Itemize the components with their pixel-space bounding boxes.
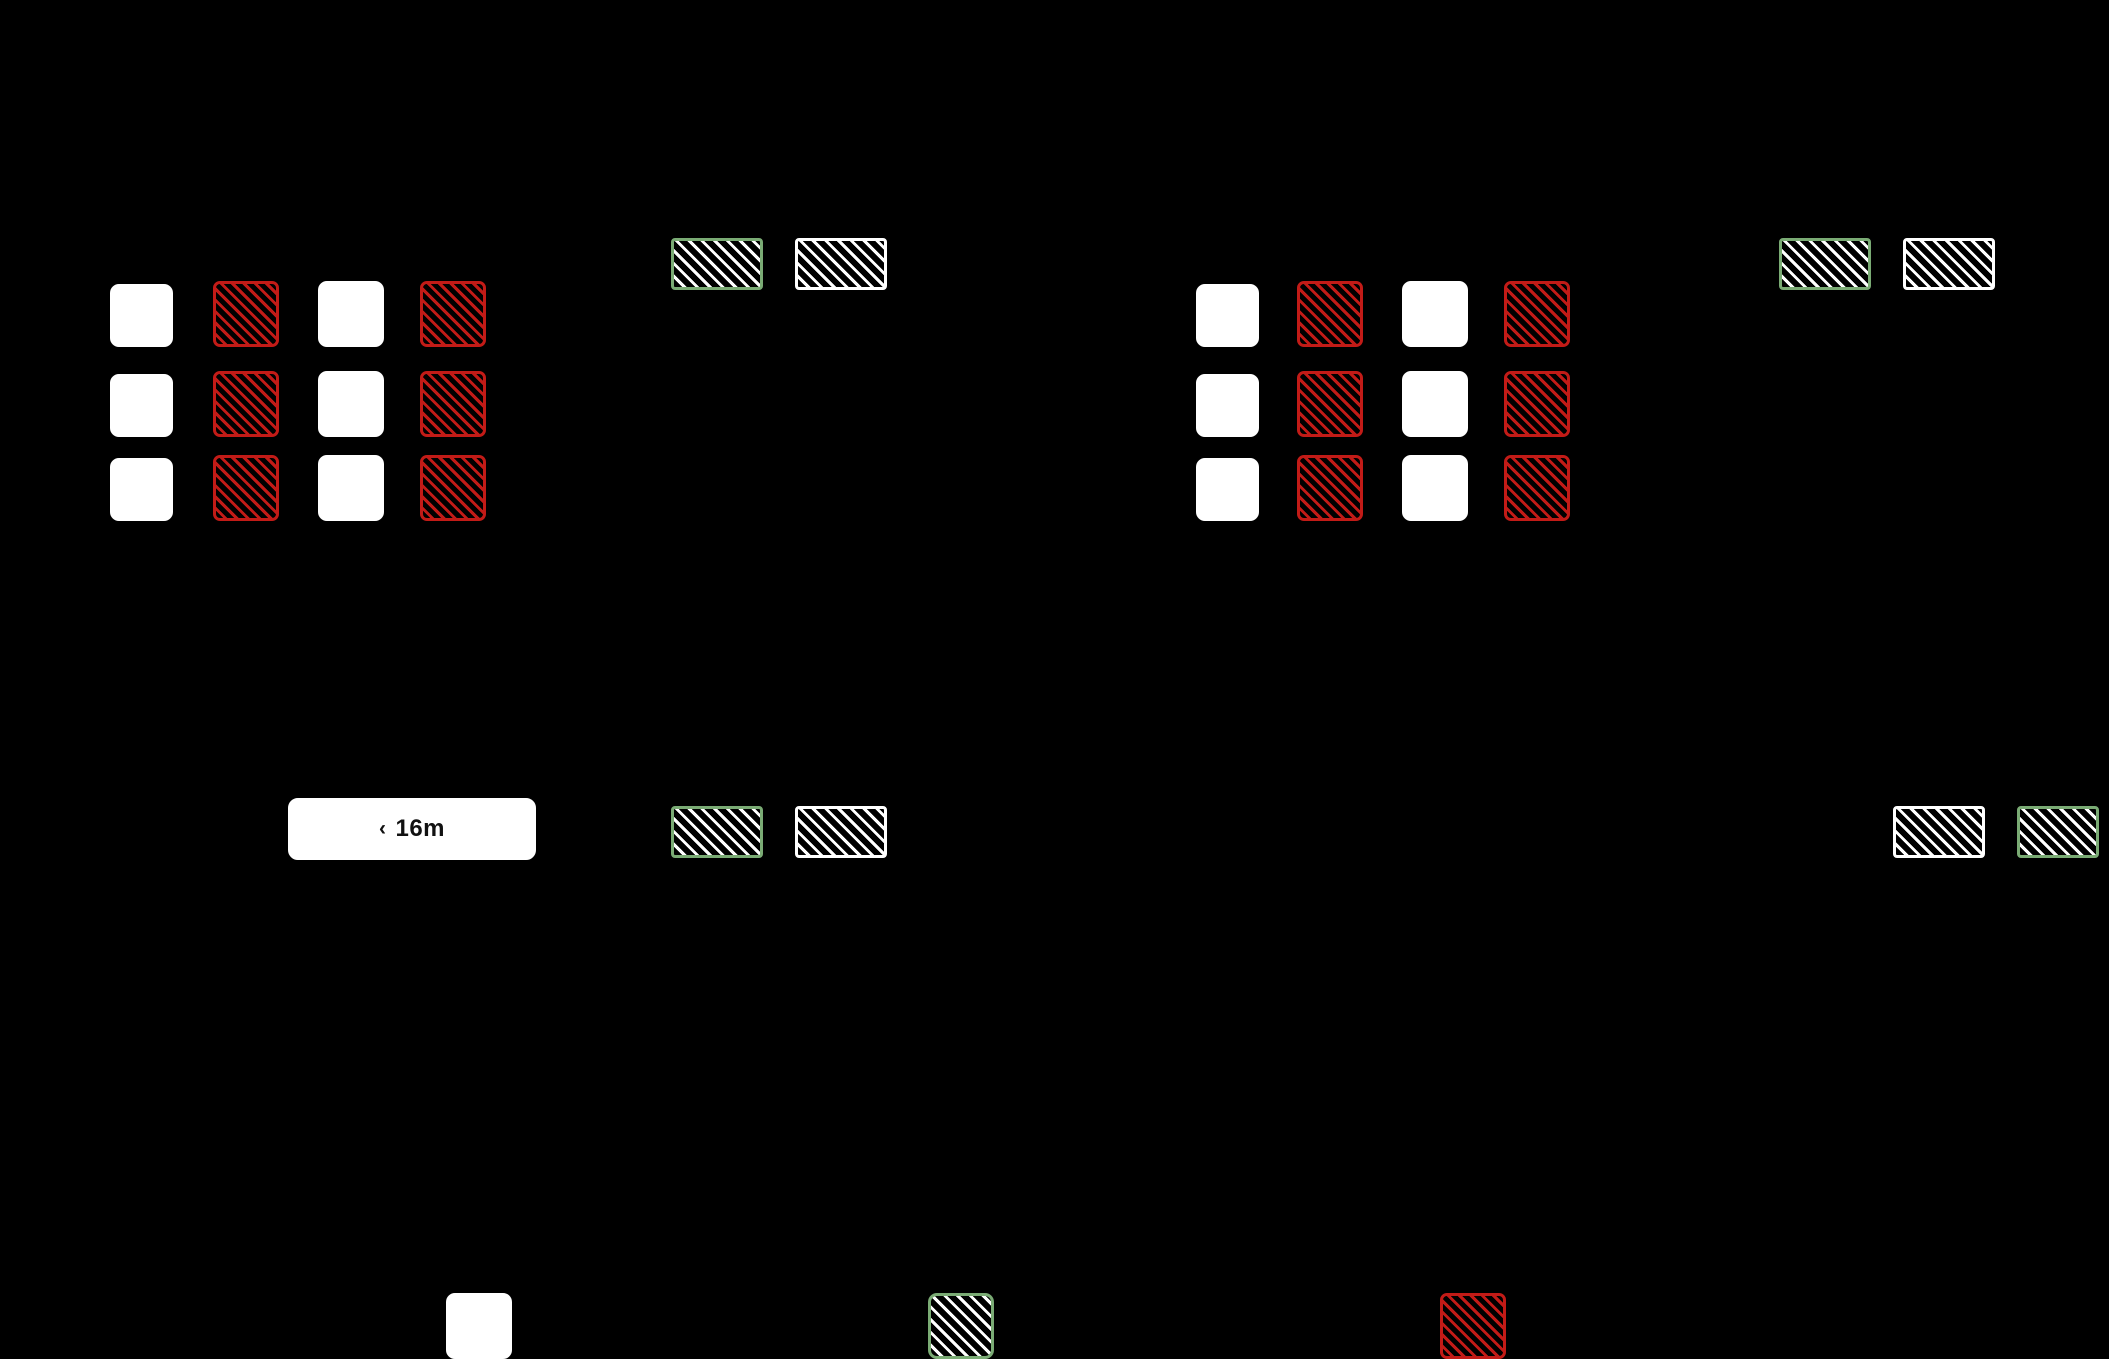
grid-cell-red-hatch — [420, 281, 486, 347]
rect-white-hatch — [795, 238, 887, 290]
grid-cell-white — [318, 371, 384, 437]
grid-cell-white — [1196, 374, 1259, 437]
grid-cell-white — [110, 458, 173, 521]
grid-cell-red-hatch — [1440, 1293, 1506, 1359]
grid-cell-white — [1196, 284, 1259, 347]
grid-cell-red-hatch — [420, 455, 486, 521]
grid-cell-red-hatch — [420, 371, 486, 437]
grid-cell-white — [318, 281, 384, 347]
grid-cell-red-hatch — [213, 455, 279, 521]
scale-label-text: 16m — [395, 815, 446, 842]
grid-cell-red-hatch — [1297, 281, 1363, 347]
grid-cell-white — [1402, 281, 1468, 347]
grid-cell-white — [318, 455, 384, 521]
grid-cell-red-hatch — [1297, 371, 1363, 437]
rect-green-hatch — [2017, 806, 2099, 858]
grid-cell-red-hatch — [1504, 281, 1570, 347]
rect-green-hatch — [1779, 238, 1871, 290]
rect-white-hatch — [795, 806, 887, 858]
rect-green-hatch — [671, 238, 763, 290]
grid-cell-red-hatch — [1297, 455, 1363, 521]
rect-green-hatch — [671, 806, 763, 858]
grid-cell-white — [446, 1293, 512, 1359]
grid-cell-white — [1196, 458, 1259, 521]
rect-white-hatch — [1903, 238, 1995, 290]
chevron-left-icon: ‹ — [378, 817, 387, 840]
scale-label — [288, 798, 536, 860]
grid-cell-red-hatch — [1504, 455, 1570, 521]
grid-cell-red-hatch — [213, 371, 279, 437]
grid-cell-white — [1402, 371, 1468, 437]
grid-cell-white — [1402, 455, 1468, 521]
grid-cell-green-hatch — [928, 1293, 994, 1359]
rect-white-hatch — [1893, 806, 1985, 858]
grid-cell-white — [110, 284, 173, 347]
grid-cell-red-hatch — [1504, 371, 1570, 437]
grid-cell-white — [110, 374, 173, 437]
grid-cell-red-hatch — [213, 281, 279, 347]
